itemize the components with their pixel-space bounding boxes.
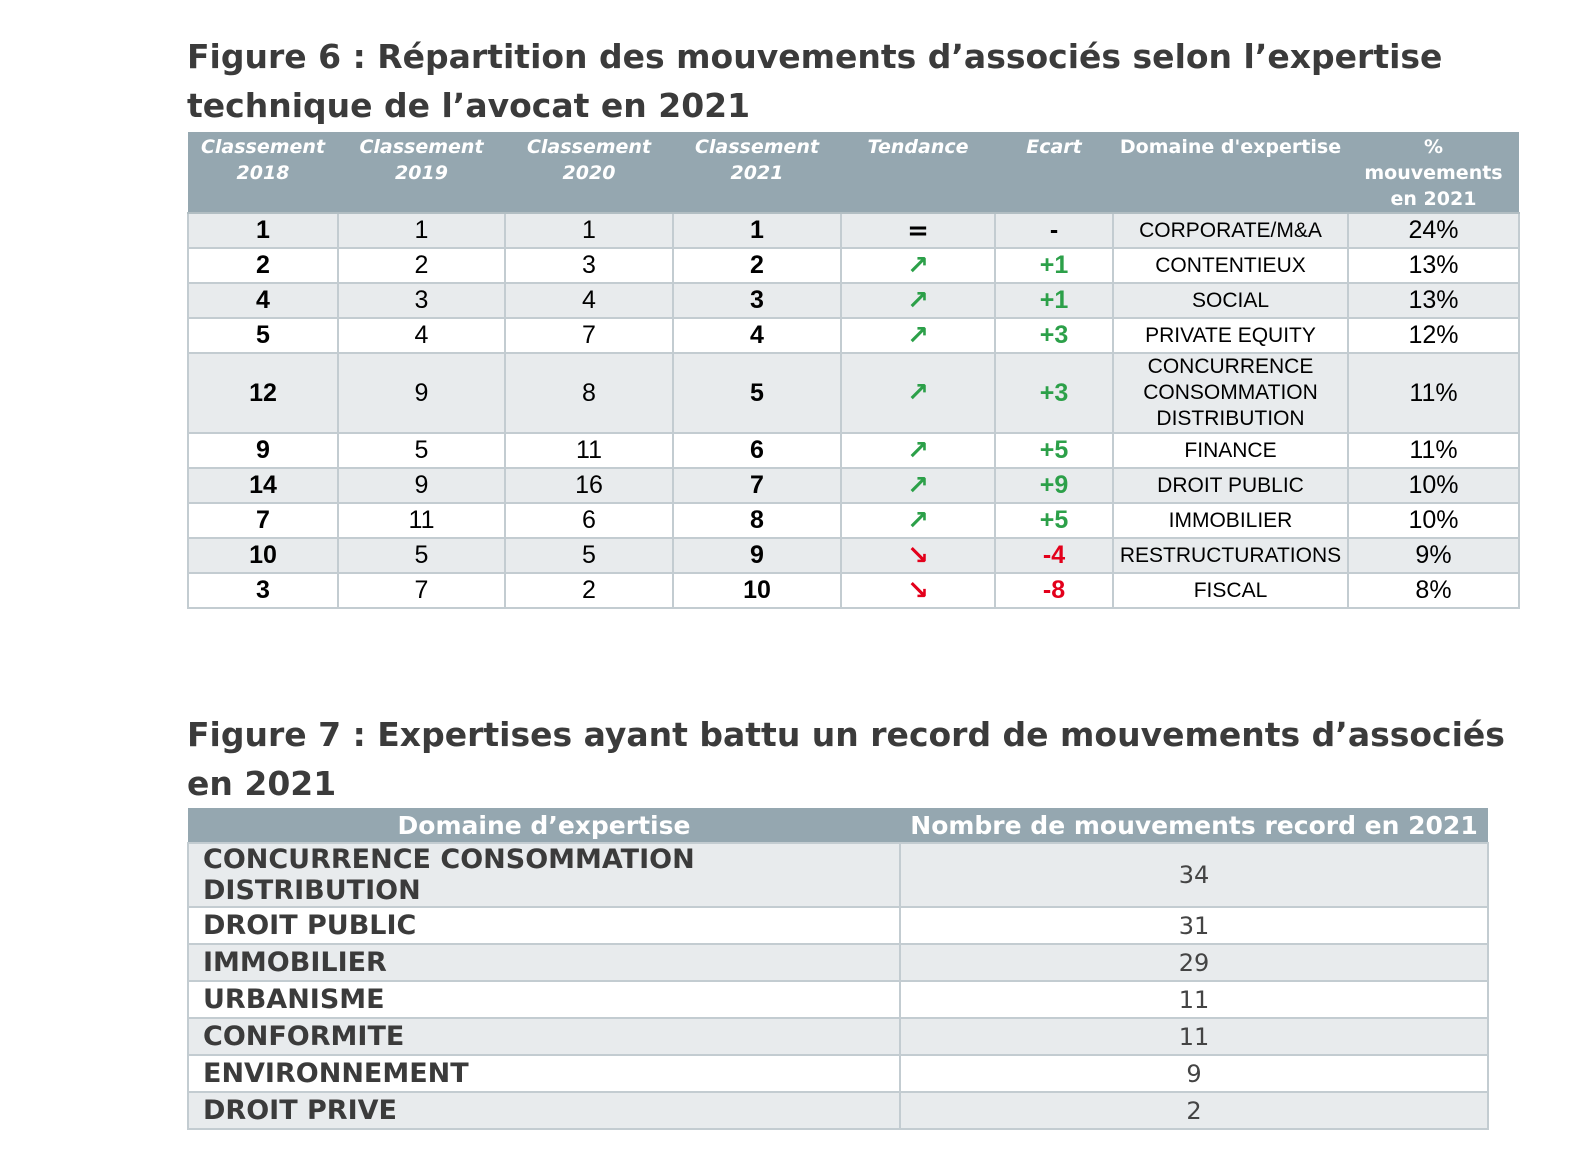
cell-classement-2019: 5	[338, 433, 505, 468]
table-row	[188, 1055, 1488, 1092]
trend-arrow-icon	[841, 318, 995, 353]
cell-domaine-expertise: CONFORMITE	[188, 1018, 900, 1055]
header-nombre-mouvements: Nombre de mouvements record en 2021	[900, 808, 1488, 843]
trend-arrow-icon	[841, 538, 995, 573]
cell-pct: 9%	[1348, 538, 1519, 573]
cell-classement-2018: 4	[188, 283, 338, 318]
cell-classement-2018: 2	[188, 248, 338, 283]
cell-pct: 12%	[1348, 318, 1519, 353]
table-row	[188, 318, 1519, 353]
cell-domaine: CORPORATE/M&A	[1113, 213, 1348, 248]
cell-nombre-mouvements: 34	[900, 843, 1488, 907]
arrow-up-right-icon: ↗	[907, 320, 929, 351]
cell-domaine: FINANCE	[1113, 433, 1348, 468]
cell-classement-2020: 16	[505, 468, 673, 503]
cell-ecart: +1	[995, 248, 1113, 283]
cell-domaine-expertise: DROIT PRIVE	[188, 1092, 900, 1129]
equals-icon: =	[907, 215, 929, 246]
cell-classement-2021: 3	[673, 283, 841, 318]
cell-classement-2020: 4	[505, 283, 673, 318]
cell-domaine: CONTENTIEUX	[1113, 248, 1348, 283]
arrow-up-right-icon: ↗	[907, 505, 929, 536]
cell-classement-2018: 5	[188, 318, 338, 353]
cell-domaine: DROIT PUBLIC	[1113, 468, 1348, 503]
cell-classement-2019: 3	[338, 283, 505, 318]
table-row	[188, 843, 1488, 907]
cell-classement-2021: 6	[673, 433, 841, 468]
trend-arrow-icon	[841, 433, 995, 468]
cell-nombre-mouvements: 29	[900, 944, 1488, 981]
cell-nombre-mouvements: 9	[900, 1055, 1488, 1092]
figure-6-title: Figure 6 : Répartition des mouvements d’associés selon l’expertise technique de l’avocat en 2021	[187, 37, 1443, 125]
cell-ecart: -	[995, 213, 1113, 248]
table-row	[188, 1018, 1488, 1055]
cell-classement-2020: 8	[505, 353, 673, 433]
cell-classement-2020: 7	[505, 318, 673, 353]
arrow-down-right-icon: ↘	[907, 575, 929, 606]
cell-nombre-mouvements: 11	[900, 1018, 1488, 1055]
table-row	[188, 538, 1519, 573]
table-row	[188, 213, 1519, 248]
cell-pct: 10%	[1348, 503, 1519, 538]
cell-ecart: +9	[995, 468, 1113, 503]
arrow-up-right-icon: ↗	[907, 470, 929, 501]
cell-classement-2018: 12	[188, 353, 338, 433]
cell-classement-2021: 9	[673, 538, 841, 573]
cell-classement-2018: 7	[188, 503, 338, 538]
cell-classement-2018: 14	[188, 468, 338, 503]
cell-ecart: -4	[995, 538, 1113, 573]
header-classement-2021: Classement 2021	[673, 132, 841, 213]
cell-pct: 13%	[1348, 283, 1519, 318]
cell-classement-2021: 1	[673, 213, 841, 248]
cell-domaine: PRIVATE EQUITY	[1113, 318, 1348, 353]
cell-domaine-expertise: IMMOBILIER	[188, 944, 900, 981]
cell-ecart: -8	[995, 573, 1113, 608]
figure-6-header-row	[188, 132, 1519, 213]
cell-classement-2018: 1	[188, 213, 338, 248]
cell-classement-2019: 5	[338, 538, 505, 573]
figure-7-title: Figure 7 : Expertises ayant battu un record de mouvements d’associés en 2021	[187, 715, 1505, 803]
cell-classement-2020: 1	[505, 213, 673, 248]
cell-domaine: IMMOBILIER	[1113, 503, 1348, 538]
cell-classement-2021: 7	[673, 468, 841, 503]
cell-pct: 10%	[1348, 468, 1519, 503]
trend-arrow-icon	[841, 573, 995, 608]
trend-arrow-icon	[841, 503, 995, 538]
cell-pct: 24%	[1348, 213, 1519, 248]
cell-nombre-mouvements: 11	[900, 981, 1488, 1018]
cell-domaine: CONCURRENCE CONSOMMATION DISTRIBUTION	[1113, 353, 1348, 433]
figure-6-table	[187, 132, 1520, 609]
arrow-up-right-icon: ↗	[907, 285, 929, 316]
cell-classement-2018: 9	[188, 433, 338, 468]
figure-7-table	[187, 808, 1489, 1130]
table-row	[188, 283, 1519, 318]
table-row	[188, 248, 1519, 283]
table-row	[188, 353, 1519, 433]
cell-domaine-expertise: URBANISME	[188, 981, 900, 1018]
cell-classement-2019: 4	[338, 318, 505, 353]
cell-ecart: +1	[995, 283, 1113, 318]
table-row	[188, 981, 1488, 1018]
cell-classement-2021: 8	[673, 503, 841, 538]
cell-classement-2020: 11	[505, 433, 673, 468]
cell-classement-2018: 10	[188, 538, 338, 573]
cell-nombre-mouvements: 2	[900, 1092, 1488, 1129]
cell-ecart: +5	[995, 503, 1113, 538]
cell-domaine: FISCAL	[1113, 573, 1348, 608]
cell-classement-2019: 1	[338, 213, 505, 248]
cell-classement-2019: 9	[338, 353, 505, 433]
trend-arrow-icon	[841, 213, 995, 248]
table-row	[188, 503, 1519, 538]
cell-classement-2020: 5	[505, 538, 673, 573]
figure-7-header-row	[188, 808, 1488, 843]
cell-nombre-mouvements: 31	[900, 907, 1488, 944]
trend-arrow-icon	[841, 283, 995, 318]
arrow-up-right-icon: ↗	[907, 378, 929, 408]
cell-domaine: RESTRUCTURATIONS	[1113, 538, 1348, 573]
arrow-up-right-icon: ↗	[907, 435, 929, 466]
header-classement-2020: Classement 2020	[505, 132, 673, 213]
cell-classement-2021: 10	[673, 573, 841, 608]
header-domaine: Domaine d'expertise	[1113, 132, 1348, 213]
table-row	[188, 944, 1488, 981]
cell-domaine: SOCIAL	[1113, 283, 1348, 318]
cell-classement-2020: 2	[505, 573, 673, 608]
header-classement-2019: Classement 2019	[338, 132, 505, 213]
table-row	[188, 468, 1519, 503]
trend-arrow-icon	[841, 248, 995, 283]
cell-domaine-expertise: CONCURRENCE CONSOMMATION DISTRIBUTION	[188, 843, 900, 907]
cell-classement-2021: 2	[673, 248, 841, 283]
trend-arrow-icon	[841, 353, 995, 433]
table-row	[188, 573, 1519, 608]
trend-arrow-icon	[841, 468, 995, 503]
arrow-down-right-icon: ↘	[907, 540, 929, 571]
cell-classement-2019: 2	[338, 248, 505, 283]
cell-classement-2021: 5	[673, 353, 841, 433]
arrow-up-right-icon: ↗	[907, 250, 929, 281]
cell-pct: 8%	[1348, 573, 1519, 608]
cell-ecart: +3	[995, 353, 1113, 433]
cell-pct: 11%	[1348, 353, 1519, 433]
header-tendance: Tendance	[841, 132, 995, 213]
cell-classement-2019: 11	[338, 503, 505, 538]
cell-classement-2020: 6	[505, 503, 673, 538]
cell-classement-2019: 9	[338, 468, 505, 503]
cell-domaine-expertise: DROIT PUBLIC	[188, 907, 900, 944]
cell-classement-2019: 7	[338, 573, 505, 608]
table-row	[188, 1092, 1488, 1129]
cell-classement-2021: 4	[673, 318, 841, 353]
cell-domaine-expertise: ENVIRONNEMENT	[188, 1055, 900, 1092]
cell-ecart: +5	[995, 433, 1113, 468]
header-pct-mouvements: % mouvements en 2021	[1348, 132, 1519, 213]
cell-classement-2020: 3	[505, 248, 673, 283]
cell-classement-2018: 3	[188, 573, 338, 608]
cell-pct: 11%	[1348, 433, 1519, 468]
header-ecart: Ecart	[995, 132, 1113, 213]
cell-ecart: +3	[995, 318, 1113, 353]
header-classement-2018: Classement 2018	[188, 132, 338, 213]
table-row	[188, 433, 1519, 468]
header-domaine-expertise: Domaine d’expertise	[188, 808, 900, 843]
table-row	[188, 907, 1488, 944]
cell-pct: 13%	[1348, 248, 1519, 283]
